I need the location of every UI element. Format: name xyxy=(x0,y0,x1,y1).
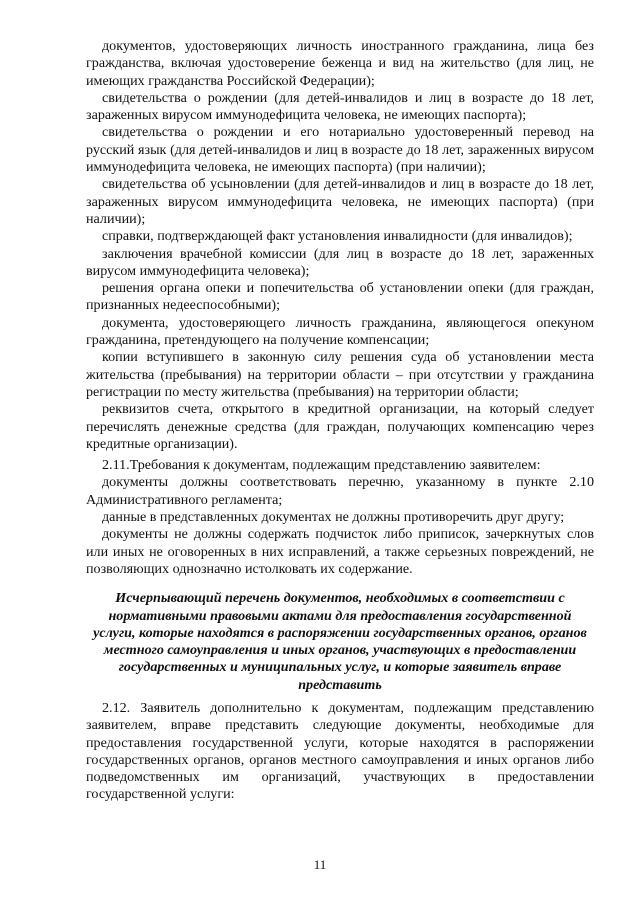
requirements-list xyxy=(86,38,594,453)
section-2-12 xyxy=(86,700,594,804)
section-paragraph: данные в представленных документах не должны противоречить друг другу; xyxy=(102,509,565,526)
list-item: копии вступившего в законную силу решения суда об установлении места жительства (пребывания) на территории области – при отсутствии у гражданина регистрации по месту жительства (пребывания) на территории области; xyxy=(86,349,594,400)
list-item: свидетельства о рождении (для детей-инвалидов и лиц в возрасте до 18 лет, зараженных вирусом иммунодефицита человека, не имеющих паспорта); xyxy=(86,89,594,124)
page-number: 11 xyxy=(313,857,327,872)
section-paragraph: документы должны соответствовать перечню, указанному в пункте 2.10 Административного регламента; xyxy=(86,474,594,508)
list-item: документа, удостоверяющего личность гражданина, являющегося опекуном гражданина, претендующего на получение компенсации; xyxy=(86,314,594,349)
list-item: справки, подтверждающей факт установления инвалидности (для инвалидов); xyxy=(102,228,573,245)
list-item: свидетельства о рождении и его нотариально удостоверенный перевод на русский язык (для детей-инвалидов и лиц в возрасте до 18 лет, зараженных вирусом иммунодефицита человека, не имеющих паспорта) (при наличии); xyxy=(86,124,594,176)
list-item: заключения врачебной комиссии (для лиц в возрасте до 18 лет, зараженных вирусом иммунодефицита человека); xyxy=(86,245,594,279)
list-item: решения органа опеки и попечительства об установлении опеки (для граждан, признанных недееспособными); xyxy=(86,280,594,314)
section-paragraph: документы не должны содержать подчисток либо приписок, зачеркнутых слов или иных не оговоренных в них исправлений, а также серьезных повреждений, не позволяющих однозначно истолковать их содержание. xyxy=(86,526,594,577)
section-paragraph: 2.11.Требования к документам, подлежащим представлению заявителем: xyxy=(102,457,541,474)
section-heading: Исчерпывающий перечень документов, необходимых в соответствии с нормативными правовыми актами для предоставления государственной услуги, которые находятся в распоряжении государственных органов, органов местного самоуправления и иных органов, участвующих в предоставлении государственных и муниципальных услуг, и которые заявитель вправе представить xyxy=(93,590,587,693)
section-paragraph: 2.12. Заявитель дополнительно к документам, подлежащим представлению заявителем, вправе представить следующие документы, необходимые для предоставления государственной услуги, которые находятся в распоряжении государственных органов, органов местного самоуправления и иных органов либо подведомственных им организаций, участвующих в предоставлении государственной услуги: xyxy=(86,699,594,803)
list-item: документов, удостоверяющих личность иностранного гражданина, лица без гражданства, включая удостоверение беженца и вид на жительство (для лиц, не имеющих гражданства Российской Федерации); xyxy=(86,38,594,89)
list-item: свидетельства об усыновлении (для детей-инвалидов и лиц в возрасте до 18 лет, зараженных вирусом иммунодефицита человека, не имеющих паспорта) (при наличии); xyxy=(86,176,594,227)
list-item: реквизитов счета, открытого в кредитной организации, на который следует перечислять денежные средства (для граждан, получающих компенсацию через кредитные организации). xyxy=(86,401,594,452)
section-2-11 xyxy=(86,457,594,578)
